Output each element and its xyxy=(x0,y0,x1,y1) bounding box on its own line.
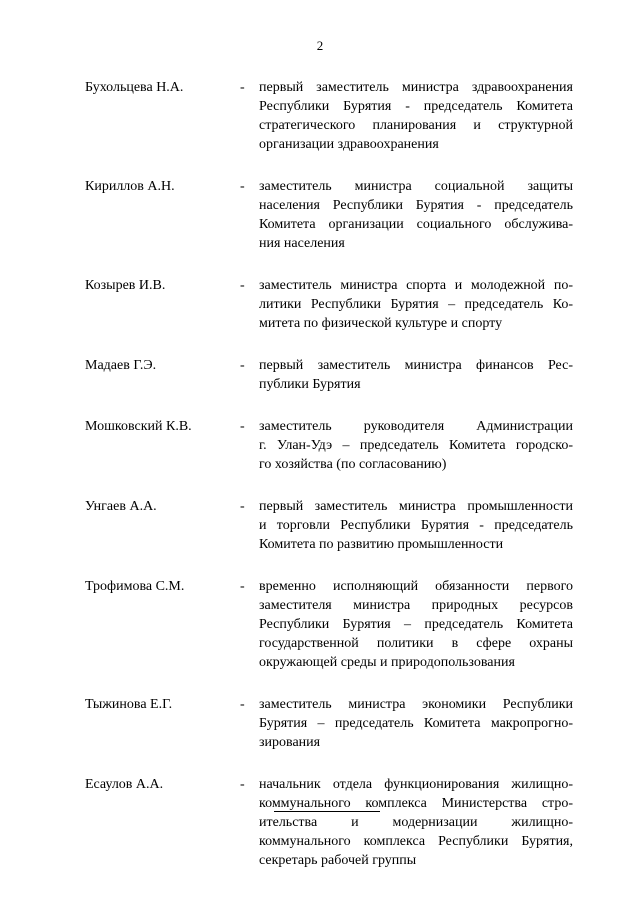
member-position-line: и торговли Республики Бурятия - председатель xyxy=(259,518,573,533)
member-position xyxy=(259,775,573,870)
member-position-line: заместитель министра социальной защиты xyxy=(259,179,573,194)
member-dash: - xyxy=(240,697,245,712)
member-dash: - xyxy=(240,80,245,95)
member-position xyxy=(259,78,573,154)
member-entry xyxy=(85,177,573,253)
member-entry xyxy=(85,356,573,394)
member-name: Бухольцева Н.А. xyxy=(85,80,184,95)
member-name: Кириллов А.Н. xyxy=(85,179,175,194)
member-position-line: заместитель министра экономики Республики xyxy=(259,697,573,712)
member-dash: - xyxy=(240,419,245,434)
member-name: Есаулов А.А. xyxy=(85,777,164,792)
member-list xyxy=(85,78,573,893)
member-position-line: Комитета по развитию промышленности xyxy=(259,537,504,552)
member-position-line: начальник отдела функционирования жилищно- xyxy=(259,777,573,792)
member-entry xyxy=(85,78,573,154)
member-position-line: г. Улан-Удэ – председатель Комитета городско- xyxy=(259,438,573,453)
member-position-line: населения Республики Бурятия - председатель xyxy=(259,198,573,213)
member-position xyxy=(259,177,573,253)
member-dash: - xyxy=(240,278,245,293)
member-position-line: временно исполняющий обязанности первого xyxy=(259,579,573,594)
member-position-line: окружающей среды и природопользования xyxy=(259,655,515,670)
member-dash: - xyxy=(240,777,245,792)
member-entry xyxy=(85,276,573,333)
member-position-line: митета по физической культуре и спорту xyxy=(259,316,503,331)
member-entry xyxy=(85,775,573,870)
member-position xyxy=(259,417,573,474)
member-dash: - xyxy=(240,579,245,594)
member-position-line: литики Республики Бурятия – председатель Ко- xyxy=(259,297,573,312)
member-entry xyxy=(85,497,573,554)
member-position-line: заместитель министра спорта и молодежной по- xyxy=(259,278,573,293)
member-dash: - xyxy=(240,179,245,194)
member-position xyxy=(259,276,573,333)
member-position-line: секретарь рабочей группы xyxy=(259,853,417,868)
end-divider-line xyxy=(274,811,380,812)
member-position-line: первый заместитель министра финансов Рес- xyxy=(259,358,573,373)
member-dash: - xyxy=(240,499,245,514)
member-position xyxy=(259,695,573,752)
member-name: Мошковский К.В. xyxy=(85,419,192,434)
member-dash: - xyxy=(240,358,245,373)
member-position-line: заместитель руководителя Администрации xyxy=(259,419,573,434)
member-position-line: го хозяйства (по согласованию) xyxy=(259,457,447,472)
member-position-line: стратегического планирования и структурной xyxy=(259,118,573,133)
member-position xyxy=(259,356,573,394)
member-position-line: государственной политики в сфере охраны xyxy=(259,636,573,651)
member-entry xyxy=(85,695,573,752)
member-position-line: Республики Бурятия – председатель Комитета xyxy=(259,617,573,632)
member-name: Тыжинова Е.Г. xyxy=(85,697,173,712)
member-position-line: Бурятия – председатель Комитета макропрогно- xyxy=(259,716,573,731)
member-entry xyxy=(85,417,573,474)
member-name: Козырев И.В. xyxy=(85,278,166,293)
member-position-line: коммунального комплекса Министерства стро- xyxy=(259,796,573,811)
member-entry xyxy=(85,577,573,672)
member-position xyxy=(259,497,573,554)
member-name: Мадаев Г.Э. xyxy=(85,358,157,373)
member-name: Унгаев А.А. xyxy=(85,499,157,514)
member-position-line: зирования xyxy=(259,735,321,750)
member-name: Трофимова С.М. xyxy=(85,579,185,594)
page-number: 2 xyxy=(316,38,324,53)
member-position-line: публики Бурятия xyxy=(259,377,361,392)
member-position-line: Комитета организации социального обслужива- xyxy=(259,217,573,232)
member-position-line: первый заместитель министра промышленности xyxy=(259,499,573,514)
member-position-line: ительства и модернизации жилищно- xyxy=(259,815,573,830)
member-position xyxy=(259,577,573,672)
member-position-line: заместителя министра природных ресурсов xyxy=(259,598,573,613)
member-position-line: первый заместитель министра здравоохранения xyxy=(259,80,573,95)
member-position-line: коммунального комплекса Республики Бурятия, xyxy=(259,834,573,849)
member-position-line: Республики Бурятия - председатель Комитета xyxy=(259,99,573,114)
member-position-line: организации здравоохранения xyxy=(259,137,439,152)
member-position-line: ния населения xyxy=(259,236,345,251)
